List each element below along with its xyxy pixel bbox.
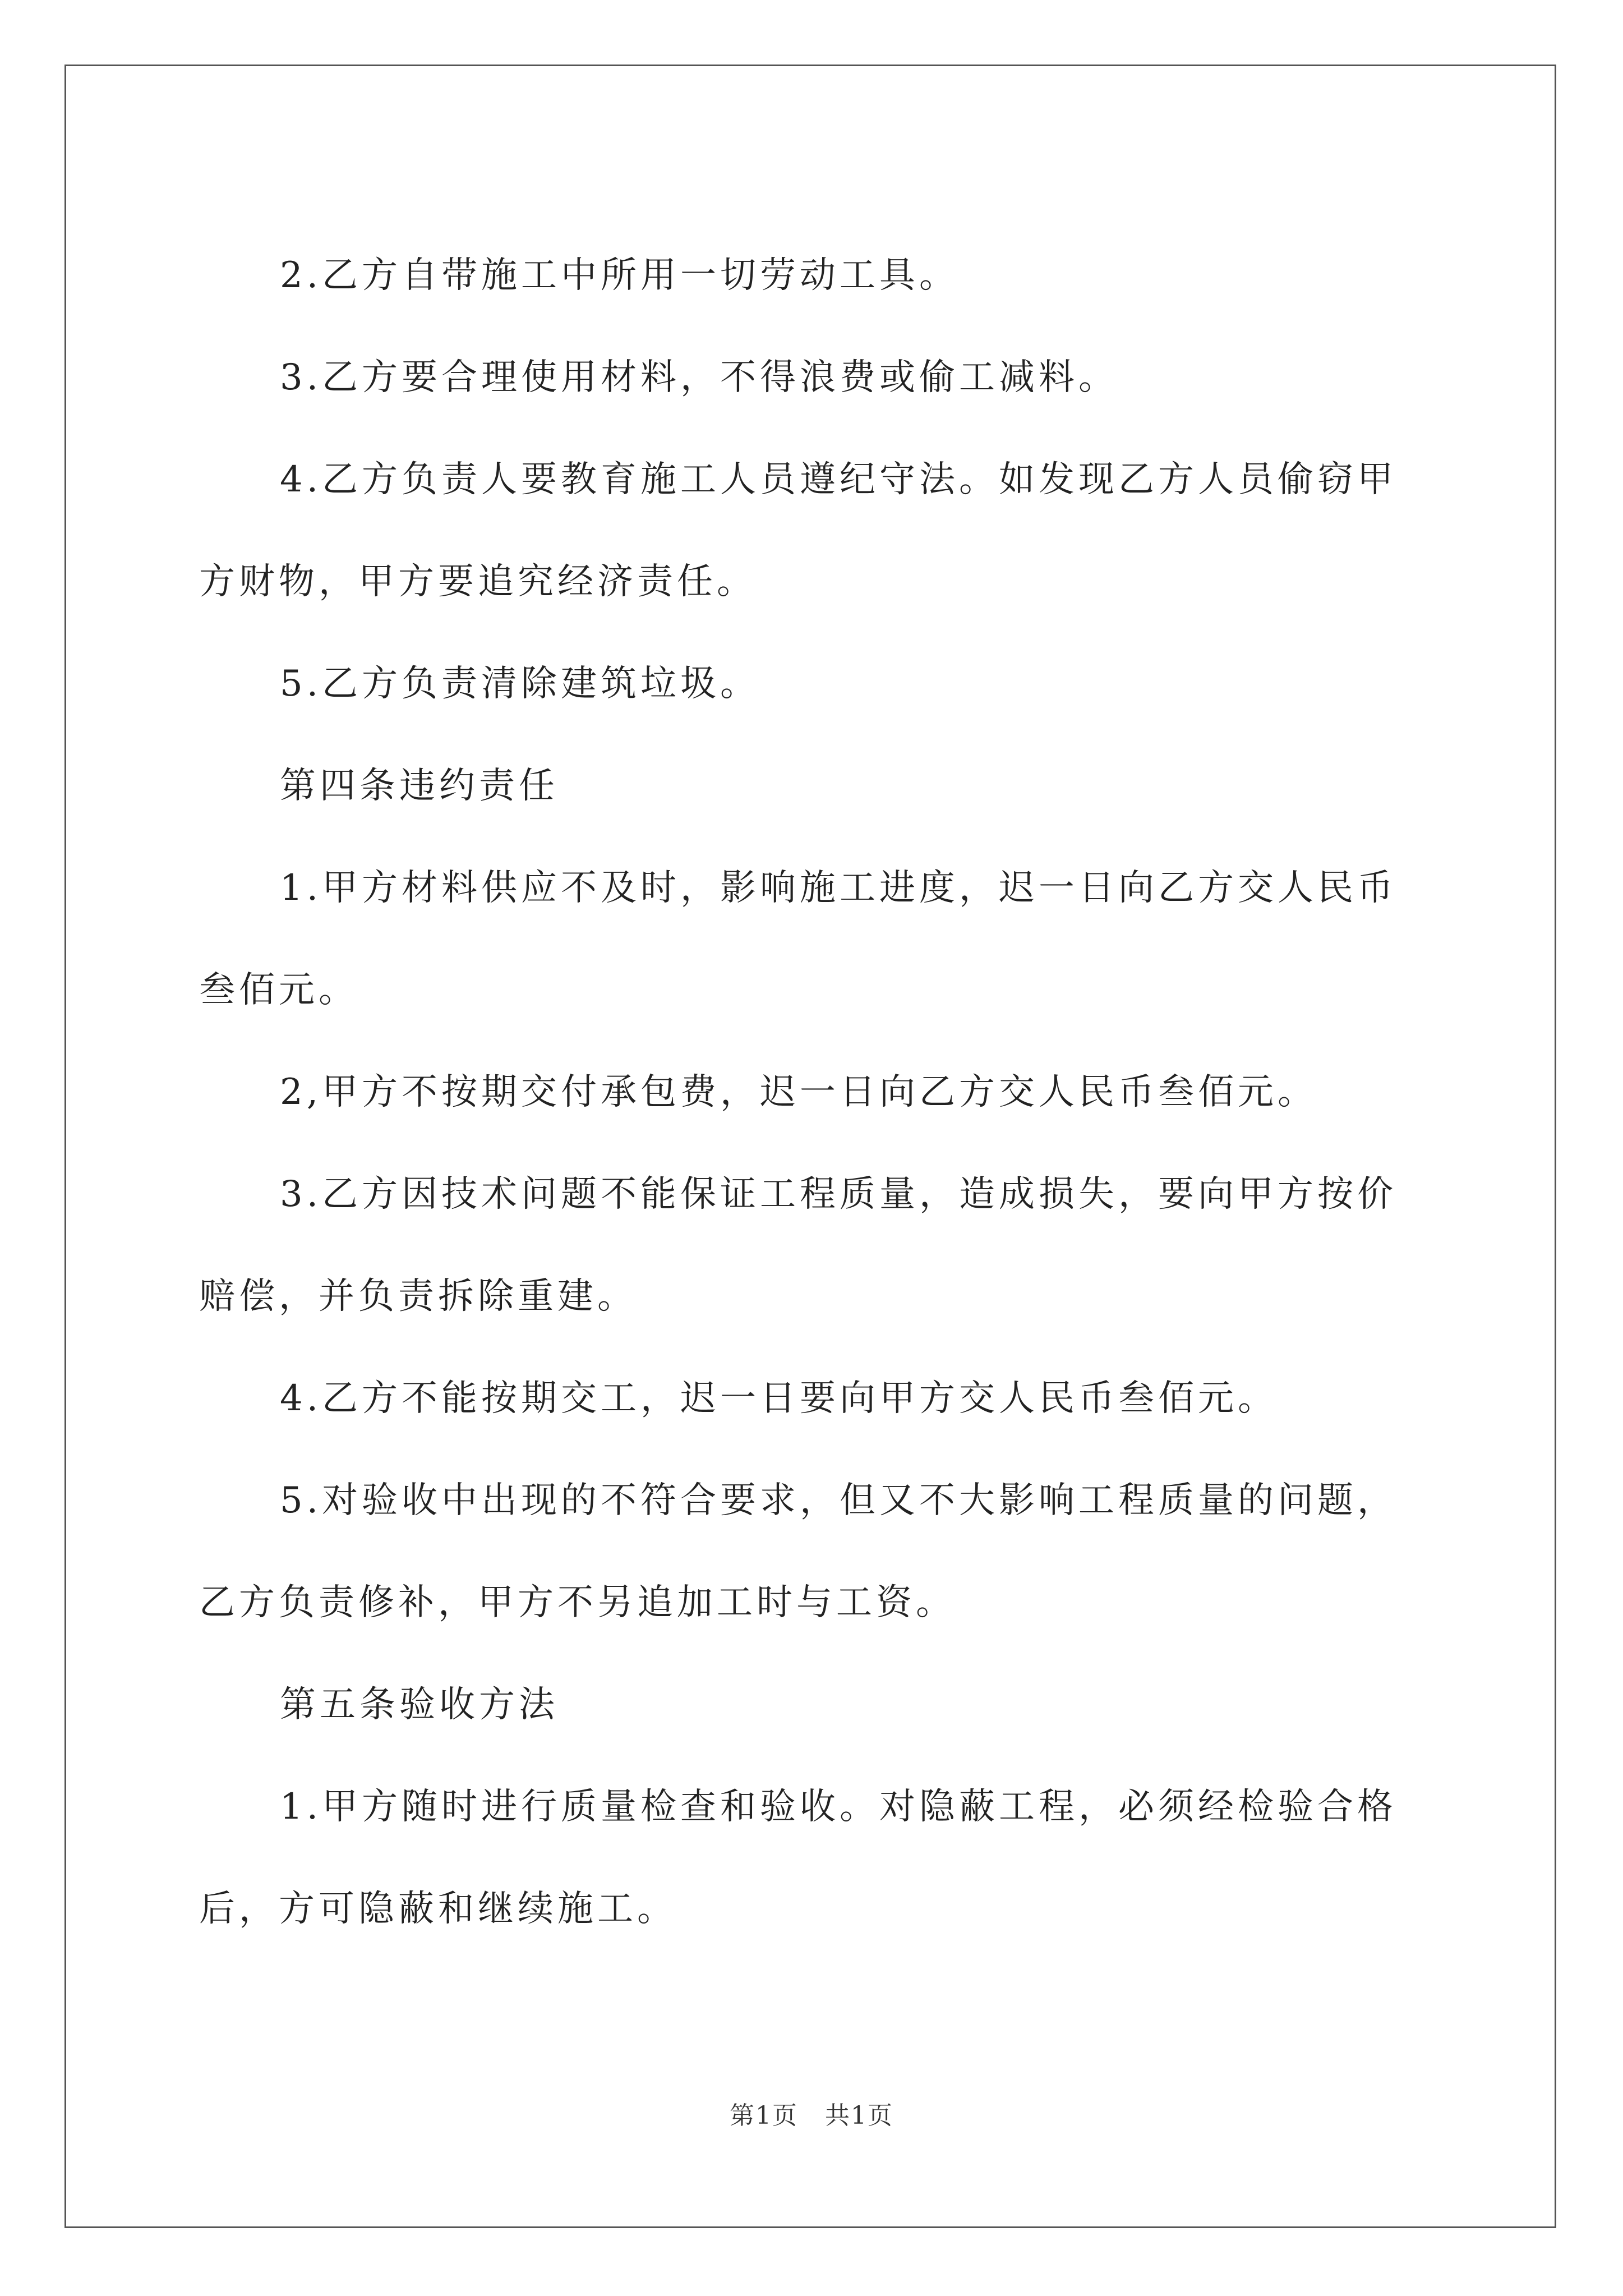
- paragraph-line: 后，方可隐蔽和继续施工。: [199, 1888, 677, 1930]
- document-body: [199, 224, 1427, 1960]
- paragraph-line: 赔偿，并负责拆除重建。: [199, 1276, 637, 1317]
- paragraph-line: 3.乙方因技术问题不能保证工程质量，造成损失，要向甲方按价: [280, 1174, 1398, 1215]
- paragraph-line: 方财物，甲方要追究经济责任。: [199, 561, 757, 602]
- paragraph-line: 1.甲方材料供应不及时，影响施工进度，迟一日向乙方交人民币: [280, 867, 1398, 909]
- section-heading: 第五条验收方法: [280, 1684, 559, 1726]
- paragraph-line: 乙方负责修补，甲方不另追加工时与工资。: [199, 1582, 956, 1623]
- section-heading: 第四条违约责任: [280, 765, 559, 807]
- paragraph-line: 3.乙方要合理使用材料，不得浪费或偷工减料。: [280, 357, 1119, 398]
- paragraph-line: 4.乙方负责人要教育施工人员遵纪守法。如发现乙方人员偷窃甲: [280, 459, 1398, 500]
- page-number: 第1页: [730, 2101, 798, 2130]
- paragraph-line: 叁佰元。: [199, 969, 358, 1011]
- paragraph-line: 2.乙方自带施工中所用一切劳动工具。: [280, 255, 960, 296]
- paragraph-line: 1.甲方随时进行质量检查和验收。对隐蔽工程，必须经检验合格: [280, 1786, 1398, 1828]
- paragraph-line: 4.乙方不能按期交工，迟一日要向甲方交人民币叁佰元。: [280, 1378, 1278, 1419]
- page-footer: [0, 2095, 1623, 2131]
- paragraph-line: 2,甲方不按期交付承包费，迟一日向乙方交人民币叁佰元。: [280, 1071, 1318, 1113]
- page-total: 共1页: [825, 2101, 893, 2130]
- paragraph-line: 5.乙方负责清除建筑垃圾。: [280, 663, 760, 705]
- paragraph-line: 5.对验收中出现的不符合要求，但又不大影响工程质量的问题，: [280, 1480, 1398, 1521]
